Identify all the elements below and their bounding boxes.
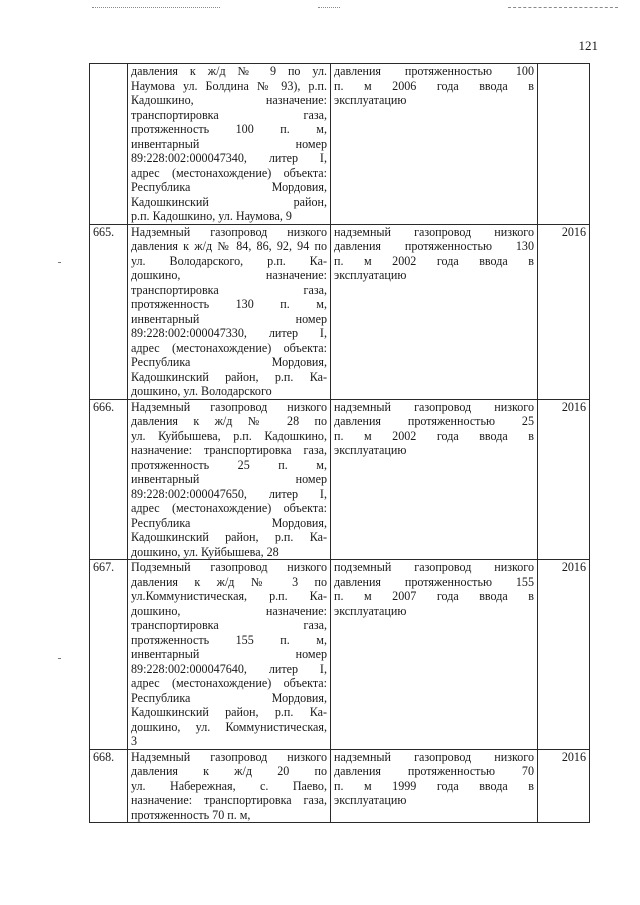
object-name-line: Кадошкино, назначение:: [131, 93, 327, 107]
year-cell: 2016: [538, 399, 590, 560]
object-name-cell: [128, 399, 331, 560]
object-characteristics-line: эксплуатацию: [334, 443, 407, 457]
object-characteristics-line: эксплуатацию: [334, 268, 407, 282]
object-name-line: назначение: транспортировка газа,: [131, 793, 327, 807]
row-number-cell: 667.: [90, 560, 128, 750]
object-characteristics-cell: [331, 749, 538, 823]
object-name-line: протяженность 130 п. м,: [131, 297, 327, 311]
object-name-line: давления к ж/д № 3 по: [131, 574, 327, 589]
page-number: 121: [578, 38, 598, 53]
object-name-line: транспортировка газа,: [131, 618, 327, 632]
object-characteristics-line: п. м 1999 года ввода в: [334, 778, 534, 793]
object-name-line: 89:228:002:000047640, литер I,: [131, 661, 327, 676]
object-name-line: давления к ж/д № 28 по: [131, 414, 327, 428]
object-characteristics-line: п. м 2007 года ввода в: [334, 589, 534, 603]
object-name-line: ул.Коммунистическая, р.п. Ка-: [131, 589, 327, 603]
object-name-line: протяженность 155 п. м,: [131, 632, 327, 647]
object-name-line: протяженность 25 п. м,: [131, 457, 327, 472]
object-characteristics-line: давления протяженностью 70: [334, 764, 534, 778]
object-name-line: ул. Куйбышева, р.п. Кадошкино,: [131, 428, 327, 443]
year-cell: [538, 64, 590, 225]
object-characteristics-line: эксплуатацию: [334, 793, 407, 807]
object-name-line: Надземный газопровод низкого: [131, 749, 327, 764]
object-name-line: протяженность 100 п. м,: [131, 122, 327, 136]
object-characteristics-line: п. м 2002 года ввода в: [334, 253, 534, 268]
object-name-line: Кадошкинский район,: [131, 194, 327, 209]
year-cell: 2016: [538, 560, 590, 750]
object-characteristics-line: п. м 2002 года ввода в: [334, 428, 534, 443]
table-row: [90, 749, 590, 823]
object-name-line: Кадошкинский район, р.п. Ка-: [131, 705, 327, 719]
object-characteristics-line: эксплуатацию: [334, 603, 407, 618]
margin-speck: [58, 658, 61, 659]
object-name-line: транспортировка газа,: [131, 107, 327, 122]
object-name-cell: [128, 560, 331, 750]
object-characteristics-line: давления протяженностью 25: [334, 414, 534, 428]
object-name-line: протяженность 70 п. м,: [131, 807, 251, 822]
object-name-line: дошкино, ул. Володарского: [131, 384, 272, 398]
object-name-line: Республика Мордовия,: [131, 515, 327, 530]
object-name-line: адрес (местонахождение) объекта:: [131, 676, 327, 690]
object-characteristics-cell: [331, 399, 538, 560]
object-characteristics-cell: [331, 224, 538, 399]
table-row: [90, 399, 590, 560]
object-name-line: дошкино, ул. Коммунистическая,: [131, 719, 327, 734]
object-name-line: Республика Мордовия,: [131, 355, 327, 369]
object-name-line: Надземный газопровод низкого: [131, 399, 327, 414]
registry-table: [89, 63, 590, 823]
scan-artifact-line: [508, 7, 618, 9]
object-characteristics-line: надземный газопровод низкого: [334, 399, 534, 414]
table-row: [90, 64, 590, 225]
object-characteristics-cell: [331, 64, 538, 225]
object-name-line: назначение: транспортировка газа,: [131, 443, 327, 457]
object-name-line: инвентарный номер: [131, 472, 327, 486]
object-characteristics-line: давления протяженностью 130: [334, 239, 534, 253]
object-name-line: 89:228:002:000047330, литер I,: [131, 326, 327, 340]
object-name-line: давления к ж/д 20 по: [131, 764, 327, 778]
object-name-line: давления к ж/д № 84, 86, 92, 94 по: [131, 239, 327, 253]
object-name-line: 89:228:002:000047650, литер I,: [131, 486, 327, 501]
object-name-line: 3: [131, 734, 138, 748]
registry-body: [90, 64, 590, 823]
object-name-line: транспортировка газа,: [131, 282, 327, 297]
object-name-line: дошкино, ул. Куйбышева, 28: [131, 544, 279, 559]
object-characteristics-line: давления протяженностью 155: [334, 574, 534, 589]
table-row: [90, 224, 590, 399]
row-number-cell: 668.: [90, 749, 128, 823]
object-name-line: р.п. Кадошкино, ул. Наумова, 9: [131, 209, 292, 223]
object-characteristics-line: п. м 2006 года ввода в: [334, 78, 534, 93]
object-characteristics-line: эксплуатацию: [334, 93, 407, 107]
margin-speck: [58, 262, 61, 263]
object-name-line: Наумова ул. Болдина № 93), р.п.: [131, 78, 327, 93]
object-name-line: адрес (местонахождение) объекта:: [131, 501, 327, 515]
object-name-line: адрес (местонахождение) объекта:: [131, 340, 327, 355]
year-cell: 2016: [538, 224, 590, 399]
object-name-line: 89:228:002:000047340, литер I,: [131, 151, 327, 165]
object-name-cell: [128, 749, 331, 823]
object-name-line: давления к ж/д № 9 по ул.: [131, 64, 327, 78]
object-characteristics-line: надземный газопровод низкого: [334, 224, 534, 239]
object-name-line: дошкино, назначение:: [131, 603, 327, 618]
row-number-cell: 666.: [90, 399, 128, 560]
object-name-cell: [128, 64, 331, 225]
object-name-line: Кадошкинский район, р.п. Ка-: [131, 530, 327, 544]
object-name-line: адрес (местонахождение) объекта:: [131, 165, 327, 180]
object-name-line: Республика Мордовия,: [131, 180, 327, 194]
object-characteristics-line: подземный газопровод низкого: [334, 560, 534, 574]
object-name-cell: [128, 224, 331, 399]
object-name-line: инвентарный номер: [131, 311, 327, 326]
row-number-cell: 665.: [90, 224, 128, 399]
year-cell: 2016: [538, 749, 590, 823]
scan-artifact-line: [318, 7, 340, 9]
scan-artifact-line: [92, 7, 220, 9]
object-characteristics-line: давления протяженностью 100: [334, 64, 534, 78]
object-name-line: Республика Мордовия,: [131, 690, 327, 705]
table-row: [90, 560, 590, 750]
object-characteristics-cell: [331, 560, 538, 750]
object-name-line: Подземный газопровод низкого: [131, 560, 327, 574]
object-name-line: Кадошкинский район, р.п. Ка-: [131, 369, 327, 384]
object-name-line: Надземный газопровод низкого: [131, 224, 327, 239]
object-name-line: дошкино, назначение:: [131, 268, 327, 282]
object-characteristics-line: надземный газопровод низкого: [334, 749, 534, 764]
object-name-line: инвентарный номер: [131, 647, 327, 661]
object-name-line: ул. Володарского, р.п. Ка-: [131, 253, 327, 268]
object-name-line: ул. Набережная, с. Паево,: [131, 778, 327, 793]
row-number-cell: [90, 64, 128, 225]
object-name-line: инвентарный номер: [131, 136, 327, 151]
